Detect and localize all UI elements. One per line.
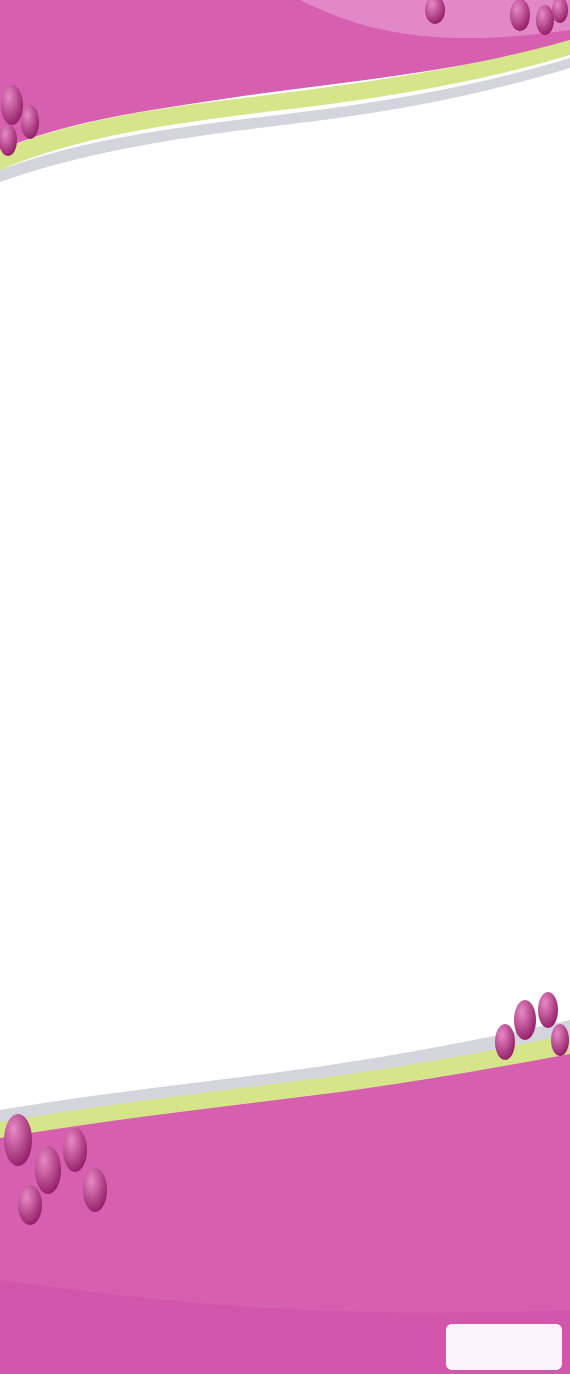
logo-wordmark (446, 1329, 562, 1349)
top-lilac-decoration (0, 0, 570, 190)
bottom-lilac-decoration (0, 980, 570, 1374)
kartki-logo[interactable] (446, 1324, 562, 1370)
